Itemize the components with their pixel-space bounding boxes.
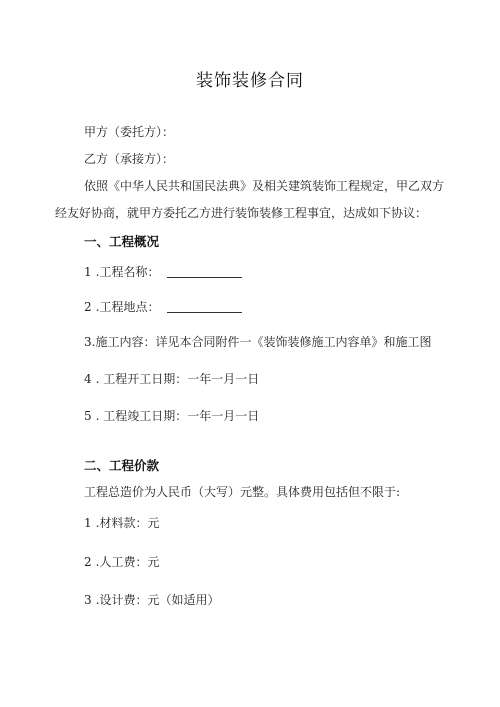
item-labor-cost [84,554,159,571]
item-label: .工程地点： [95,300,160,314]
item-label: .设计费：元（如适用） [95,593,220,607]
item-label: . 工程开工日期：一年一月一日 [95,372,260,386]
item-label: 3.施工内容：详见本合同附件一《装饰装修施工内容单》和施工图 [84,335,432,349]
item-label: .工程名称： [95,265,160,279]
fill-in-blank[interactable] [167,265,242,278]
item-project-name [84,264,242,281]
item-number: 4 [84,372,92,386]
item-number: 2 [84,300,92,314]
section-2-heading: 二、工程价款 [84,458,160,473]
section-1-heading: 一、工程概况 [84,234,160,249]
item-number: 3 [84,593,92,607]
item-construction-content [84,334,431,351]
item-label: .人工费：元 [95,555,160,569]
item-label: .材料款：元 [95,516,160,530]
item-material-cost [84,515,159,532]
intro-line-1: 依照《中华人民共和国民法典》及相关建筑装饰工程规定，甲乙双方 [84,179,445,193]
item-number: 1 [84,265,92,279]
party-a-label: 甲方（委托方）： [84,125,175,139]
item-number: 5 [84,409,92,423]
section-2-intro: 工程总造价为人民币（大写）元整。具体费用包括但不限于: [84,485,401,499]
item-project-location [84,299,242,316]
item-start-date [84,371,259,388]
item-number: 1 [84,516,92,530]
item-number: 2 [84,555,92,569]
item-completion-date [84,408,259,425]
party-b-label: 乙方（承接方）： [84,152,175,166]
intro-line-2: 经友好协商，就甲方委托乙方进行装饰装修工程事宜，达成如下协议： [55,206,428,220]
document-title: 装饰装修合同 [196,71,304,91]
item-label: . 工程竣工日期：一年一月一日 [95,409,260,423]
fill-in-blank[interactable] [167,300,242,313]
item-design-fee [84,592,219,609]
